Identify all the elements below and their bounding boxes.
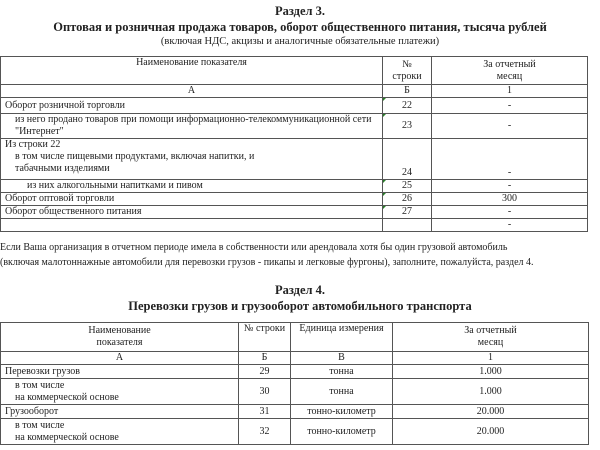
table-row — [1, 365, 589, 379]
table-header-row — [1, 57, 588, 85]
row-number: 31 — [239, 405, 291, 419]
table-row — [1, 139, 588, 180]
code-d: 1 — [393, 352, 589, 365]
table-row — [1, 180, 588, 193]
header-value — [432, 57, 588, 85]
row-number: 22 — [383, 98, 432, 114]
row-value[interactable]: 1.000 — [393, 365, 589, 379]
header-value-line2: месяц — [477, 337, 504, 348]
header-name-line2: показателя — [96, 337, 143, 348]
row-number: 23 — [383, 114, 432, 139]
header-value-line1: За отчетный — [483, 58, 536, 70]
row-value[interactable]: 300 — [432, 193, 588, 206]
header-value-line1: За отчетный — [464, 325, 517, 336]
table-row — [1, 114, 588, 139]
row-value[interactable]: - — [432, 114, 588, 139]
section4-title: Перевозки грузов и грузооборот автомобильного транспорта — [128, 299, 472, 313]
row-value[interactable]: - — [432, 219, 588, 232]
section3-table — [0, 56, 588, 232]
header-unit: Единица измерения — [291, 323, 393, 352]
section4-table — [0, 322, 589, 445]
row-unit: тонна — [291, 379, 393, 405]
code-c: В — [291, 352, 393, 365]
row-name-line1: в том числе — [15, 379, 65, 391]
table-header-row — [1, 323, 589, 352]
row-name-line2: в том числе пищевыми продуктами, включая напитки, и табачными изделиями — [15, 151, 255, 174]
header-row-no: № строки — [239, 323, 291, 352]
row-number — [383, 219, 432, 232]
row-number: 24 — [383, 139, 432, 180]
row-name — [1, 419, 239, 445]
row-unit: тонна — [291, 365, 393, 379]
row-name: Оборот оптовой торговли — [1, 193, 383, 206]
row-value[interactable]: - — [432, 206, 588, 219]
table-row — [1, 219, 588, 232]
note-line1: Если Ваша организация в отчетном периоде имела в собственности или арендовала хотя бы один грузовой автомобиль — [0, 242, 508, 253]
row-name — [1, 139, 383, 180]
row-name: Грузооборот — [1, 405, 239, 419]
code-row — [1, 85, 588, 98]
row-value[interactable]: 20.000 — [393, 419, 589, 445]
row-value[interactable]: 1.000 — [393, 379, 589, 405]
table-row — [1, 405, 589, 419]
row-name-line1: в том числе — [15, 419, 65, 431]
header-value — [393, 323, 589, 352]
section3-heading: Раздел 3. — [274, 4, 326, 18]
note-line2: (включая малотоннажные автомобили для перевозки грузов - пикапы и легковые фургоны), заполните, пожалуйста, раздел 4. — [0, 257, 534, 268]
header-name: Наименование показателя — [1, 57, 383, 85]
row-number: 26 — [383, 193, 432, 206]
row-name — [1, 379, 239, 405]
table-row — [1, 193, 588, 206]
row-value[interactable]: - — [432, 98, 588, 114]
header-row-no-line1: № — [402, 58, 412, 70]
row-unit: тонно-километр — [291, 419, 393, 445]
header-name-line1: Наименование — [88, 325, 151, 336]
row-name — [1, 219, 383, 232]
section4-heading: Раздел 4. — [274, 283, 326, 297]
row-name: Перевозки грузов — [1, 365, 239, 379]
row-name: Оборот общественного питания — [1, 206, 383, 219]
row-number: 29 — [239, 365, 291, 379]
code-a: А — [1, 352, 239, 365]
table-row — [1, 98, 588, 114]
code-b: Б — [239, 352, 291, 365]
row-name: из него продано товаров при помощи информационно-телекоммуникационной сети "Интернет" — [1, 114, 383, 139]
header-value-line2: месяц — [496, 70, 523, 82]
section3-subtitle: (включая НДС, акцизы и аналогичные обязательные платежи) — [160, 36, 440, 47]
table-row — [1, 419, 589, 445]
row-name: Оборот розничной торговли — [1, 98, 383, 114]
row-number: 27 — [383, 206, 432, 219]
row-value[interactable]: 20.000 — [393, 405, 589, 419]
table-row — [1, 206, 588, 219]
row-name-line1: Из строки 22 — [5, 139, 61, 150]
row-number: 30 — [239, 379, 291, 405]
row-name-line2: на коммерческой основе — [15, 431, 119, 443]
code-b: Б — [383, 85, 432, 98]
code-row — [1, 352, 589, 365]
code-c: 1 — [432, 85, 588, 98]
row-number: 25 — [383, 180, 432, 193]
row-name-line2: на коммерческой основе — [15, 391, 119, 403]
section3-title: Оптовая и розничная продажа товаров, оборот общественного питания, тысяча рублей — [53, 20, 547, 34]
row-unit: тонно-километр — [291, 405, 393, 419]
row-value[interactable]: - — [432, 139, 588, 180]
header-name — [1, 323, 239, 352]
row-value[interactable]: - — [432, 180, 588, 193]
header-row-no — [383, 57, 432, 85]
row-number: 32 — [239, 419, 291, 445]
row-name: из них алкогольными напитками и пивом — [1, 180, 383, 193]
code-a: А — [1, 85, 383, 98]
header-row-no-line2: строки — [392, 70, 422, 82]
table-row — [1, 379, 589, 405]
